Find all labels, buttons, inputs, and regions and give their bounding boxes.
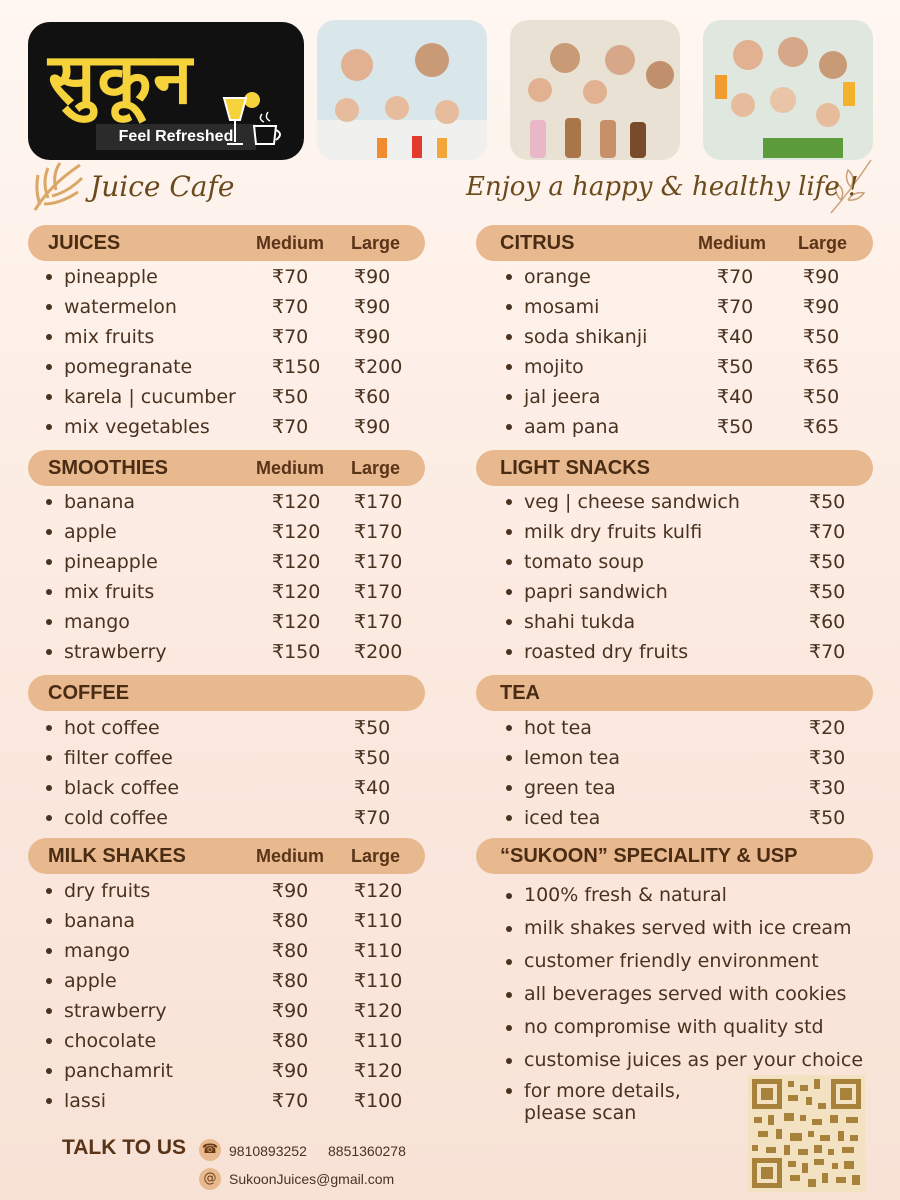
item-name: cold coffee xyxy=(64,807,168,829)
item-price-large: ₹110 xyxy=(354,940,403,962)
list-item xyxy=(506,773,866,803)
list-item xyxy=(46,1086,416,1116)
list-item xyxy=(46,487,416,517)
item-price: ₹20 xyxy=(809,717,846,739)
item-name: black coffee xyxy=(64,777,180,799)
list-item xyxy=(506,262,866,292)
bullet xyxy=(46,948,52,954)
bullet xyxy=(506,959,512,965)
list-item xyxy=(46,743,416,773)
list-item xyxy=(46,262,416,292)
item-name: banana xyxy=(64,910,136,932)
scan-note xyxy=(506,1080,681,1124)
bullet xyxy=(46,785,52,791)
item-price: ₹30 xyxy=(809,777,846,799)
brand-name: सुकून xyxy=(48,37,194,120)
list-item xyxy=(46,637,416,667)
bullet xyxy=(46,424,52,430)
family-photo-2 xyxy=(510,20,680,160)
item-price-large: ₹120 xyxy=(354,1060,403,1082)
subtitle-slogan: Enjoy a happy & healthy life ! xyxy=(466,172,859,202)
item-price-large: ₹90 xyxy=(803,266,840,288)
list-item xyxy=(506,517,866,547)
item-price: ₹70 xyxy=(717,266,754,288)
bullet xyxy=(46,978,52,984)
bullet xyxy=(46,1038,52,1044)
phone-number-1[interactable]: 9810893252 xyxy=(229,1143,307,1159)
list-item xyxy=(46,936,416,966)
list-item xyxy=(46,412,416,442)
bullet xyxy=(46,918,52,924)
item-name: shahi tukda xyxy=(524,611,636,633)
list-item xyxy=(46,713,416,743)
item-name: customise juices as per your choice xyxy=(524,1049,864,1071)
bullet xyxy=(46,499,52,505)
list-item xyxy=(506,879,886,912)
item-price: ₹90 xyxy=(272,880,309,902)
item-name: hot tea xyxy=(524,717,592,739)
bullet xyxy=(46,888,52,894)
list-item xyxy=(46,1056,416,1086)
list-item xyxy=(506,713,866,743)
list-item xyxy=(46,352,416,382)
item-name: papri sandwich xyxy=(524,581,668,603)
column-medium: Medium xyxy=(698,233,767,253)
item-price: ₹50 xyxy=(809,581,846,603)
item-price-large: ₹65 xyxy=(803,356,840,378)
speciality-list xyxy=(506,879,886,1077)
item-price-large: ₹170 xyxy=(354,581,403,603)
item-price-large: ₹200 xyxy=(354,356,403,378)
list-item xyxy=(46,966,416,996)
item-price-large: ₹90 xyxy=(354,326,391,348)
item-price: ₹50 xyxy=(809,491,846,513)
item-price: ₹90 xyxy=(272,1000,309,1022)
item-price-large: ₹65 xyxy=(803,416,840,438)
item-name: dry fruits xyxy=(64,880,151,902)
subtitle-juice-cafe: Juice Cafe xyxy=(90,170,235,203)
bullet xyxy=(506,893,512,899)
list-item xyxy=(46,382,416,412)
item-price-large: ₹200 xyxy=(354,641,403,663)
bullet xyxy=(506,424,512,430)
bullet xyxy=(46,274,52,280)
item-price-large: ₹110 xyxy=(354,1030,403,1052)
talk-to-us-label: TALK TO US xyxy=(62,1136,187,1159)
item-price-large: ₹120 xyxy=(354,1000,403,1022)
item-name: all beverages served with cookies xyxy=(524,983,847,1005)
list-item xyxy=(46,906,416,936)
bullet xyxy=(46,1068,52,1074)
section-title: MILK SHAKES xyxy=(48,845,186,867)
list-item xyxy=(46,577,416,607)
item-price: ₹120 xyxy=(272,611,321,633)
tea-list xyxy=(506,713,866,833)
item-price: ₹70 xyxy=(272,326,309,348)
section-header-speciality xyxy=(476,838,873,874)
list-item xyxy=(506,412,866,442)
brand-tagline: Feel Refreshed xyxy=(96,124,256,150)
item-name: mango xyxy=(64,611,130,633)
bullet xyxy=(46,559,52,565)
item-price: ₹70 xyxy=(272,266,309,288)
phone-icon: ☎ xyxy=(199,1139,221,1161)
list-item xyxy=(506,382,866,412)
list-item xyxy=(506,487,866,517)
item-name: mix fruits xyxy=(64,326,155,348)
column-medium: Medium xyxy=(256,458,325,478)
item-price-large: ₹60 xyxy=(354,386,391,408)
item-price-large: ₹90 xyxy=(354,416,391,438)
item-price: ₹50 xyxy=(717,356,754,378)
item-price-large: ₹170 xyxy=(354,551,403,573)
milk-shakes-list xyxy=(46,876,416,1116)
scan-line-2: please scan xyxy=(524,1102,637,1124)
list-item xyxy=(506,547,866,577)
item-price: ₹80 xyxy=(272,940,309,962)
section-title: LIGHT SNACKS xyxy=(500,457,650,479)
item-name: pineapple xyxy=(64,266,158,288)
item-price-large: ₹100 xyxy=(354,1090,403,1112)
item-name: lemon tea xyxy=(524,747,620,769)
bullet xyxy=(506,926,512,932)
item-price: ₹70 xyxy=(354,807,391,829)
item-name: orange xyxy=(524,266,591,288)
section-header-tea xyxy=(476,675,873,711)
item-price: ₹70 xyxy=(272,1090,309,1112)
item-name: pineapple xyxy=(64,551,158,573)
item-price: ₹50 xyxy=(809,551,846,573)
section-header-smoothies xyxy=(28,450,425,486)
glass-and-cup-icon xyxy=(216,92,286,152)
column-large: Large xyxy=(351,458,401,478)
item-price: ₹120 xyxy=(272,491,321,513)
family-photo-3 xyxy=(703,20,873,160)
item-price-large: ₹50 xyxy=(803,326,840,348)
bullet xyxy=(46,755,52,761)
item-price: ₹30 xyxy=(809,747,846,769)
bullet xyxy=(506,1088,512,1094)
list-item xyxy=(506,912,886,945)
item-name: watermelon xyxy=(64,296,177,318)
bullet xyxy=(506,499,512,505)
item-name: no compromise with quality std xyxy=(524,1016,824,1038)
item-name: jal jeera xyxy=(524,386,601,408)
list-item xyxy=(506,292,866,322)
item-name: aam pana xyxy=(524,416,620,438)
item-price: ₹80 xyxy=(272,1030,309,1052)
item-price: ₹70 xyxy=(717,296,754,318)
section-header-coffee xyxy=(28,675,425,711)
qr-code[interactable] xyxy=(748,1075,865,1192)
item-price: ₹70 xyxy=(809,521,846,543)
column-medium: Medium xyxy=(256,846,325,866)
phone-number-2[interactable]: 8851360278 xyxy=(328,1143,406,1159)
list-item xyxy=(506,743,866,773)
item-name: pomegranate xyxy=(64,356,193,378)
section-title: CITRUS xyxy=(500,232,575,254)
bullet xyxy=(506,364,512,370)
item-price-large: ₹170 xyxy=(354,521,403,543)
bullet xyxy=(46,1008,52,1014)
item-price: ₹40 xyxy=(354,777,391,799)
bullet xyxy=(506,334,512,340)
item-price-large: ₹90 xyxy=(354,266,391,288)
list-item xyxy=(506,607,866,637)
section-header-light-snacks xyxy=(476,450,873,486)
section-header-juices xyxy=(28,225,425,261)
at-icon: @ xyxy=(199,1168,221,1190)
list-item xyxy=(506,945,886,978)
column-large: Large xyxy=(351,846,401,866)
bullet xyxy=(506,1058,512,1064)
family-photo-1 xyxy=(317,20,487,160)
list-item xyxy=(506,352,866,382)
coffee-list xyxy=(46,713,416,833)
item-price-large: ₹50 xyxy=(803,386,840,408)
item-name: banana xyxy=(64,491,136,513)
item-price: ₹40 xyxy=(717,386,754,408)
list-item xyxy=(46,322,416,352)
palm-leaf-icon xyxy=(30,160,85,215)
bullet xyxy=(506,529,512,535)
list-item xyxy=(506,637,866,667)
list-item xyxy=(506,577,866,607)
item-price-large: ₹170 xyxy=(354,491,403,513)
item-price: ₹90 xyxy=(272,1060,309,1082)
list-item xyxy=(506,803,866,833)
bullet xyxy=(506,589,512,595)
item-price-large: ₹90 xyxy=(803,296,840,318)
bullet xyxy=(46,529,52,535)
section-title: TEA xyxy=(500,682,540,704)
item-name: mojito xyxy=(524,356,584,378)
list-item xyxy=(506,1044,886,1077)
item-price: ₹50 xyxy=(272,386,309,408)
item-name: mix vegetables xyxy=(64,416,210,438)
citrus-list xyxy=(506,262,866,442)
list-item xyxy=(46,292,416,322)
bullet xyxy=(506,815,512,821)
section-title: COFFEE xyxy=(48,682,130,704)
column-large: Large xyxy=(351,233,401,253)
section-header-citrus xyxy=(476,225,873,261)
bullet xyxy=(46,619,52,625)
item-name: karela | cucumber xyxy=(64,386,236,408)
item-name: veg | cheese sandwich xyxy=(524,491,740,513)
bullet xyxy=(46,334,52,340)
item-price-large: ₹170 xyxy=(354,611,403,633)
light-snacks-list xyxy=(506,487,866,667)
item-name: customer friendly environment xyxy=(524,950,819,972)
item-price-large: ₹120 xyxy=(354,880,403,902)
item-price: ₹150 xyxy=(272,356,321,378)
bullet xyxy=(46,815,52,821)
item-price-large: ₹110 xyxy=(354,910,403,932)
bullet xyxy=(46,364,52,370)
bullet xyxy=(46,1098,52,1104)
item-name: apple xyxy=(64,970,117,992)
list-item xyxy=(46,773,416,803)
column-large: Large xyxy=(798,233,848,253)
bullet xyxy=(506,725,512,731)
item-name: soda shikanji xyxy=(524,326,648,348)
item-name: filter coffee xyxy=(64,747,173,769)
item-price: ₹60 xyxy=(809,611,846,633)
item-price: ₹120 xyxy=(272,581,321,603)
list-item xyxy=(46,547,416,577)
email-address[interactable]: SukoonJuices@gmail.com xyxy=(229,1171,395,1187)
juices-list xyxy=(46,262,416,442)
item-price: ₹120 xyxy=(272,551,321,573)
bullet xyxy=(46,725,52,731)
item-price: ₹120 xyxy=(272,521,321,543)
list-item xyxy=(506,322,866,352)
item-name: panchamrit xyxy=(64,1060,173,1082)
item-price: ₹50 xyxy=(717,416,754,438)
bullet xyxy=(506,394,512,400)
item-price: ₹70 xyxy=(809,641,846,663)
bullet xyxy=(506,992,512,998)
item-price: ₹80 xyxy=(272,970,309,992)
brand-logo xyxy=(28,22,304,160)
list-item xyxy=(46,1026,416,1056)
item-name: hot coffee xyxy=(64,717,160,739)
bullet xyxy=(506,755,512,761)
section-header-milk-shakes xyxy=(28,838,425,874)
smoothies-list xyxy=(46,487,416,667)
item-name: chocolate xyxy=(64,1030,157,1052)
section-title: “SUKOON” SPECIALITY & USP xyxy=(500,845,798,867)
item-name: milk dry fruits kulfi xyxy=(524,521,703,543)
column-medium: Medium xyxy=(256,233,325,253)
item-price: ₹40 xyxy=(717,326,754,348)
bullet xyxy=(46,394,52,400)
list-item xyxy=(46,876,416,906)
list-item xyxy=(46,517,416,547)
item-name: iced tea xyxy=(524,807,601,829)
list-item xyxy=(506,978,886,1011)
item-price: ₹150 xyxy=(272,641,321,663)
bullet xyxy=(506,274,512,280)
item-price-large: ₹110 xyxy=(354,970,403,992)
item-name: green tea xyxy=(524,777,616,799)
list-item xyxy=(506,1011,886,1044)
item-price: ₹50 xyxy=(354,747,391,769)
item-name: mix fruits xyxy=(64,581,155,603)
bullet xyxy=(506,619,512,625)
item-price-large: ₹90 xyxy=(354,296,391,318)
item-name: roasted dry fruits xyxy=(524,641,689,663)
item-name: mango xyxy=(64,940,130,962)
bullet xyxy=(46,589,52,595)
section-title: JUICES xyxy=(48,232,121,254)
bullet xyxy=(506,1025,512,1031)
item-name: milk shakes served with ice cream xyxy=(524,917,852,939)
item-name: lassi xyxy=(64,1090,106,1112)
item-name: apple xyxy=(64,521,117,543)
bullet xyxy=(506,785,512,791)
bullet xyxy=(506,559,512,565)
item-name: tomato soup xyxy=(524,551,644,573)
bullet xyxy=(506,304,512,310)
item-price: ₹80 xyxy=(272,910,309,932)
item-price: ₹50 xyxy=(809,807,846,829)
item-price: ₹50 xyxy=(354,717,391,739)
item-name: strawberry xyxy=(64,1000,167,1022)
scan-line-1: for more details, xyxy=(524,1080,681,1102)
item-name: 100% fresh & natural xyxy=(524,884,727,906)
section-title: SMOOTHIES xyxy=(48,457,169,479)
item-name: strawberry xyxy=(64,641,167,663)
list-item xyxy=(46,607,416,637)
bullet xyxy=(46,304,52,310)
list-item xyxy=(46,803,416,833)
item-name: mosami xyxy=(524,296,600,318)
list-item xyxy=(46,996,416,1026)
bullet xyxy=(46,649,52,655)
item-price: ₹70 xyxy=(272,416,309,438)
bullet xyxy=(506,649,512,655)
item-price: ₹70 xyxy=(272,296,309,318)
